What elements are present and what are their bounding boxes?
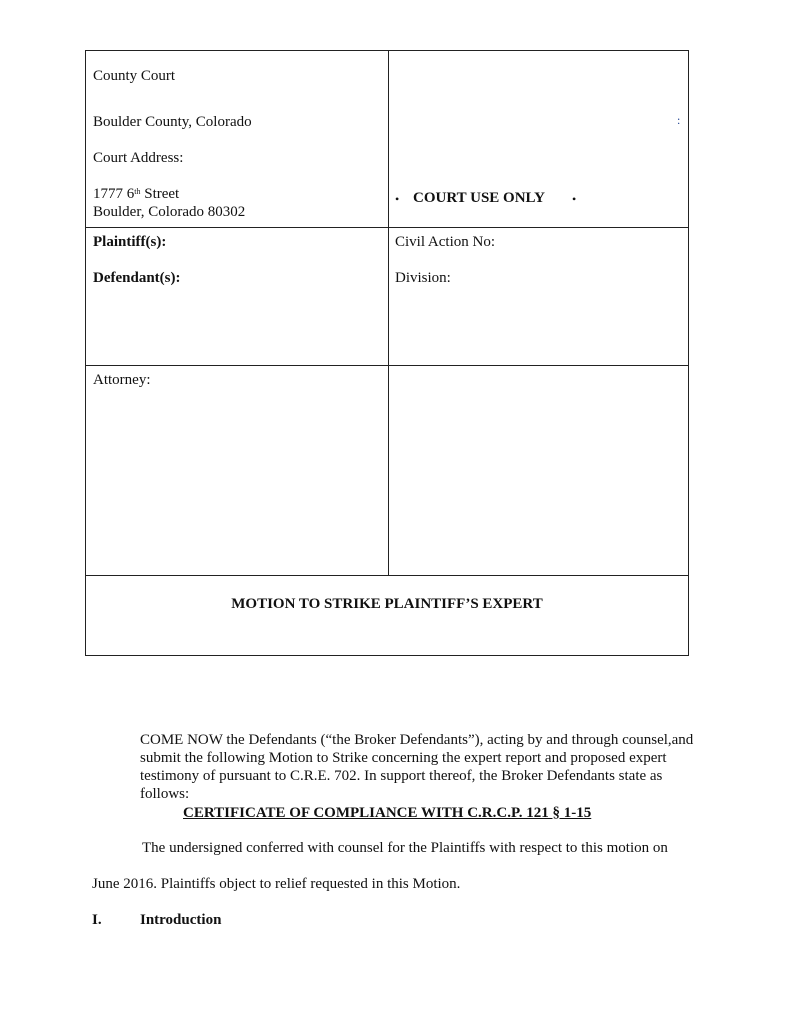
street-name: Street [140,186,180,202]
caption-row-attorney [86,365,688,576]
court-address-label: Court Address: [93,150,184,166]
document-title: MOTION TO STRIKE PLAINTIFF’S EXPERT [231,596,543,612]
certificate-heading: CERTIFICATE OF COMPLIANCE WITH C.R.C.P. 121 § 1-15 [183,805,592,821]
bullet-right: • [572,192,577,206]
bullet-left: • [395,192,400,206]
intro-line: testimony of pursuant to C.R.E. 702. In support thereof, the Broker Defendants state as [140,768,663,784]
intro-line: submit the following Motion to Strike concerning the expert report and proposed expert [140,750,667,766]
plaintiffs-label: Plaintiff(s): [93,234,167,250]
court-city-state-zip: Boulder, Colorado 80302 [93,204,246,220]
intro-line: COME NOW the Defendants (“the Broker Defendants”), acting by and through counsel,and [140,732,694,748]
defendants-label: Defendant(s): [93,270,181,286]
case-caption-table [85,50,689,656]
caption-row-title [86,575,688,655]
court-name: County Court [93,68,176,84]
court-use-only-label: COURT USE ONLY [413,190,546,206]
street-suffix: th [134,187,141,196]
conferral-line-2: June 2016. Plaintiffs object to relief requested in this Motion. [92,876,461,892]
caption-column-divider [388,51,389,575]
caption-row-parties [86,227,688,366]
section-title: Introduction [140,912,222,928]
section-number: I. [92,912,102,928]
colon-mark: : [677,113,681,127]
attorney-label: Attorney: [93,372,151,388]
street-number: 1777 6 [93,186,135,202]
intro-line: follows: [140,786,190,802]
conferral-line-1: The undersigned conferred with counsel for the Plaintiffs with respect to this motion on [142,840,668,856]
intro-paragraph [140,731,730,803]
division-label: Division: [395,270,451,286]
court-location: Boulder County, Colorado [93,114,252,130]
civil-action-label: Civil Action No: [395,234,496,250]
court-street-address [93,185,179,203]
